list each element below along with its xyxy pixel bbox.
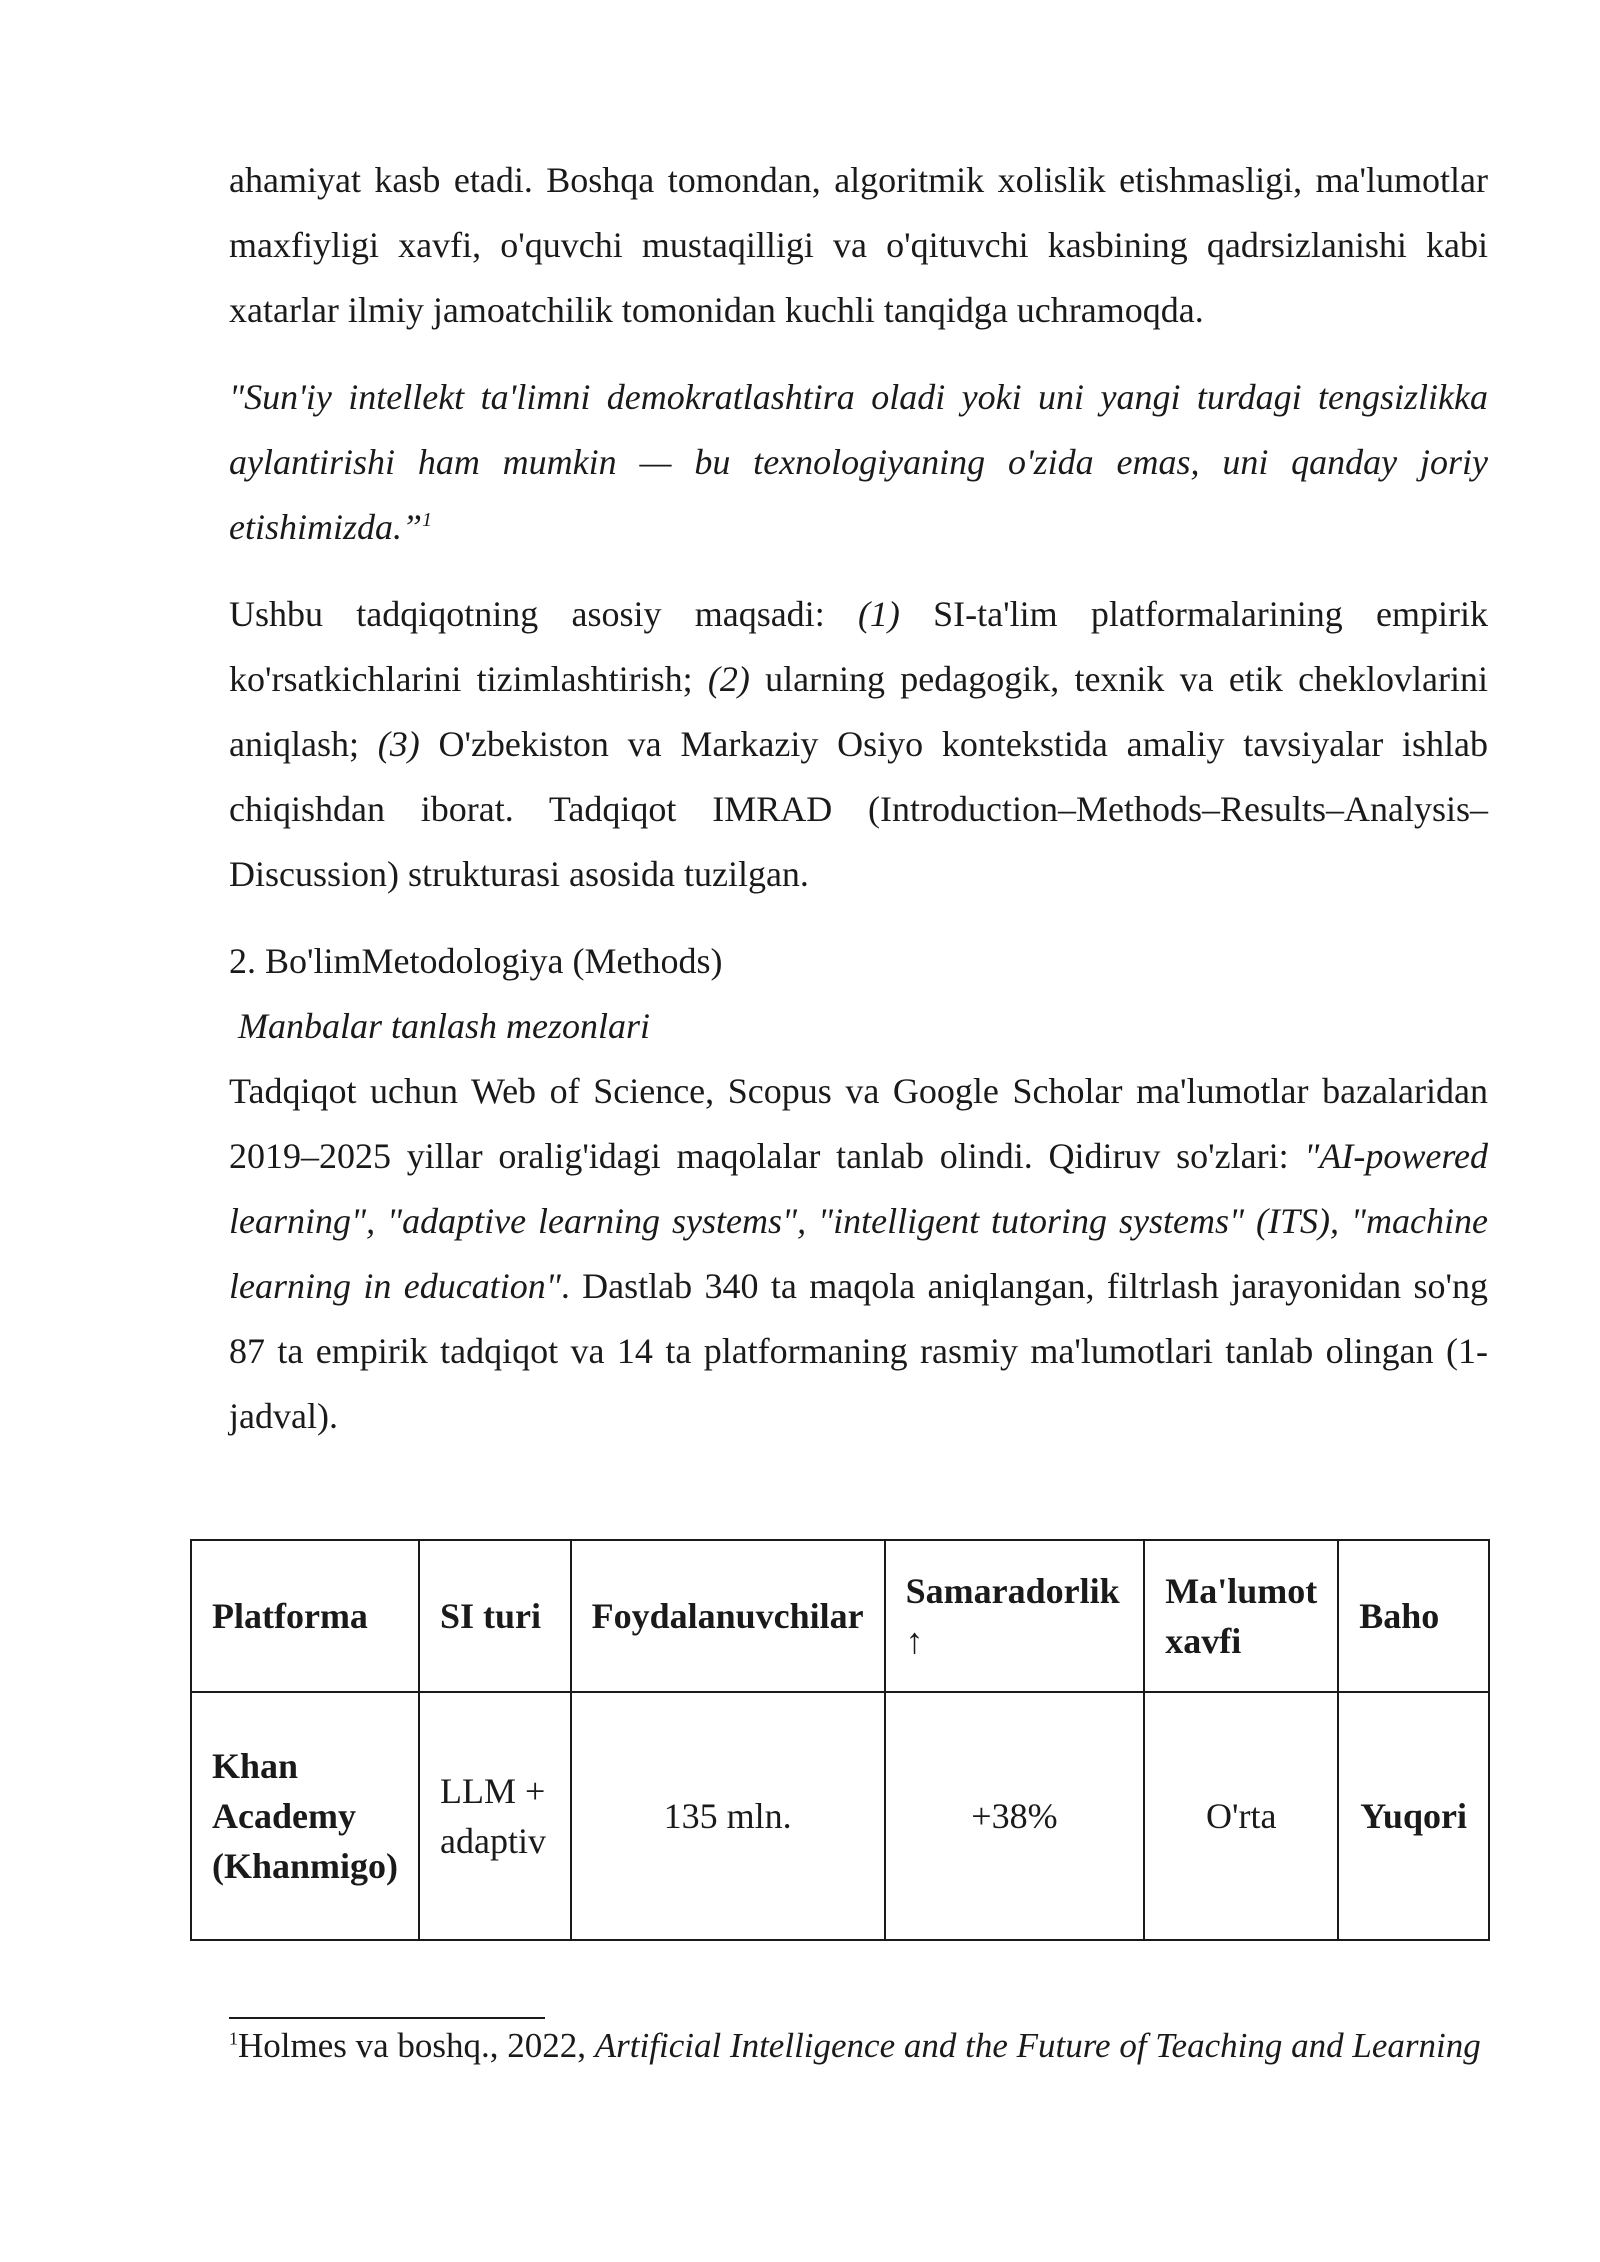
objective-number-1: (1): [857, 594, 900, 634]
objectives-text-4: O'zbekiston va Markaziy Osiyo kontekstida amaliy tavsiyalar ishlab chiqishdan iborat. Tadqiqot IMRAD (Introduction–Methods–Results–Analysis–Discussion) strukturasi asosida tuzilgan.: [229, 724, 1488, 894]
quote-text: "Sun'iy intellekt ta'limni demokratlashtira oladi yoki uni yangi turdagi tengsizlikka aylantirishi ham mumkin — bu texnologiyaning o'zida emas, uni qanday joriy etishimizda.”: [229, 377, 1488, 547]
paragraph-methods: [229, 1059, 1488, 1449]
table-header-row: [191, 1540, 1489, 1692]
page-body: [229, 148, 1488, 1449]
header-platforma: Platforma: [191, 1540, 419, 1692]
methods-text-2: . Dastlab 340 ta maqola aniqlangan, filtrlash jarayonidan so'ng 87 ta empirik tadqiqot va 14 ta platformaning rasmiy ma'lumotlari tanlab olingan (1-jadval).: [229, 1266, 1488, 1436]
search-keywords: "AI-powered learning", "adaptive learning systems", "intelligent tutoring systems" (ITS), "machine learning in education": [229, 1136, 1488, 1306]
subsection-heading: Manbalar tanlash mezonlari: [238, 1006, 651, 1046]
objectives-text-2: SI-ta'lim platformalarining empirik ko'rsatkichlarini tizimlashtirish;: [229, 594, 1489, 699]
table-row: [191, 1692, 1489, 1940]
footnote-separator: [229, 2017, 545, 2019]
paragraph-intro: ahamiyat kasb etadi. Boshqa tomondan, algoritmik xolislik etishmasligi, ma'lumotlar maxfiyligi xavfi, o'quvchi mustaqilligi va o'qituvchi kasbining qadrsizlanishi kabi xatarlar ilmiy jamoatchilik tomonidan kuchli tanqidga uchramoqda.: [229, 160, 1488, 330]
cell-si-turi: LLM + adaptiv: [419, 1692, 571, 1940]
objective-number-3: (3): [377, 724, 420, 764]
methods-text-1: Tadqiqot uchun Web of Science, Scopus va Google Scholar ma'lumotlar bazalaridan 2019–2025 yillar oralig'idagi maqolalar tanlab olindi. Qidiruv so'zlari:: [229, 1071, 1488, 1176]
objectives-text-1: Ushbu tadqiqotning asosiy maqsadi:: [229, 594, 858, 634]
section-heading: 2. Bo'limMetodologiya (Methods): [229, 941, 723, 981]
paragraph-objectives: [229, 582, 1488, 907]
header-samaradorlik: Samaradorlik ↑: [885, 1540, 1145, 1692]
footnote: [229, 2026, 1488, 2066]
header-malumot-xavfi: Ma'lumot xavfi: [1144, 1540, 1338, 1692]
footnote-text: Holmes va boshq., 2022,: [238, 2026, 595, 2065]
footnote-ref-marker[interactable]: 1: [422, 509, 433, 531]
header-baho: Baho: [1338, 1540, 1489, 1692]
cell-samaradorlik: +38%: [885, 1692, 1145, 1940]
objectives-text-3: ularning pedagogik, texnik va etik cheklovlarini aniqlash;: [229, 659, 1488, 764]
cell-malumot-xavfi: O'rta: [1144, 1692, 1338, 1940]
cell-foydalanuvchilar: 135 mln.: [571, 1692, 885, 1940]
platforms-table: [190, 1539, 1490, 1941]
header-si-turi: SI turi: [419, 1540, 571, 1692]
cell-baho: Yuqori: [1338, 1692, 1489, 1940]
footnote-title: Artificial Intelligence and the Future of Teaching and Learning: [594, 2026, 1481, 2065]
cell-platforma: Khan Academy (Khanmigo): [191, 1692, 419, 1940]
header-foydalanuvchilar: Foydalanuvchilar: [571, 1540, 885, 1692]
footnote-number: 1: [229, 2028, 238, 2049]
objective-number-2: (2): [707, 659, 750, 699]
quote-paragraph: [229, 365, 1488, 560]
